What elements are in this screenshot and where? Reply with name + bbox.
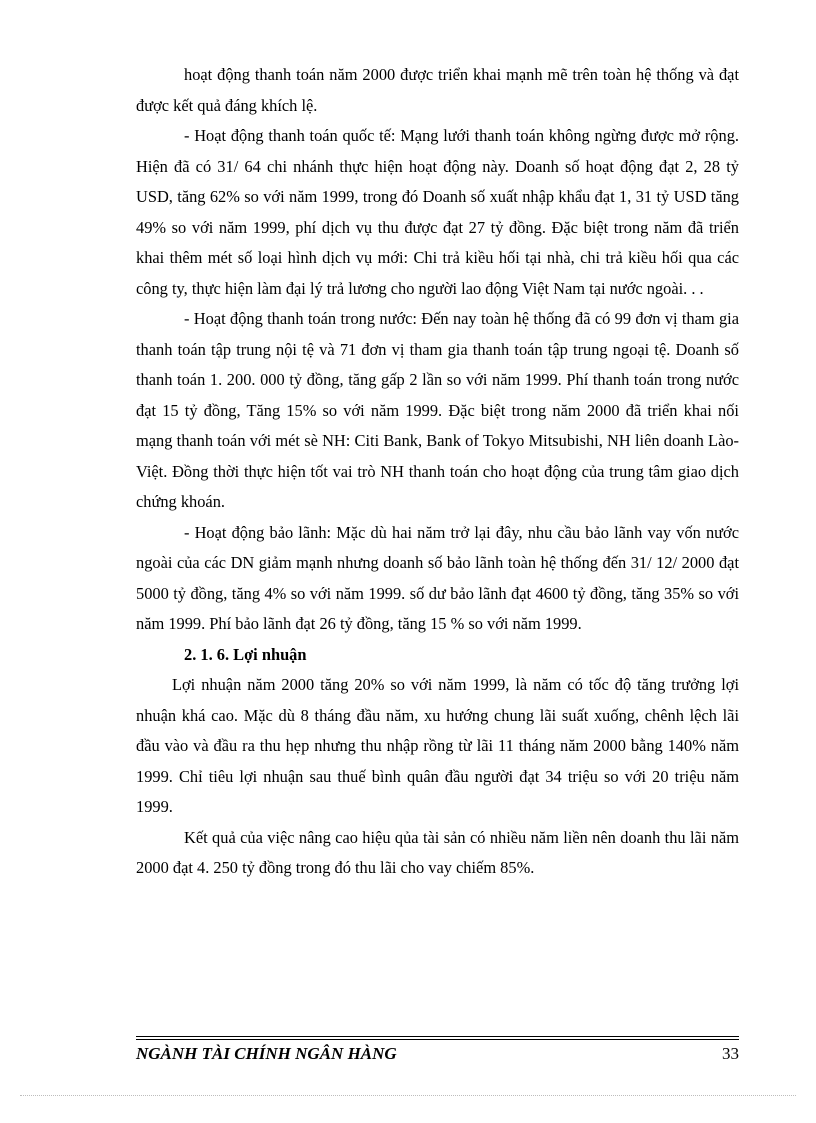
page-break-line (20, 1095, 796, 1096)
paragraph-guarantee: - Hoạt động bảo lãnh: Mặc dù hai năm trở lại đây, nhu cầu bảo lãnh vay vốn nước ngoài của các DN giảm mạnh nhưng doanh số bảo lãnh toàn hệ thống đến 31/ 12/ 2000 đạt 5000 tỷ đồng, tăng 4% so với năm 1999. số dư bảo lãnh đạt 4600 tỷ đồng, tăng 35% so với năm 1999. Phí bảo lãnh đạt 26 tỷ đồng, tăng 15 % so với năm 1999. (136, 522, 739, 633)
section-heading: 2. 1. 6. Lợi nhuận (184, 644, 307, 664)
footer-rule-top (136, 1036, 739, 1037)
page-footer (136, 1044, 739, 1070)
paragraph-profit: Lợi nhuận năm 2000 tăng 20% so với năm 1999, là năm có tốc độ tăng trưởng lợi nhuận khá cao. Mặc dù 8 tháng đầu năm, xu hướng chung lãi suất xuống, chênh lệch lãi đầu vào và đầu ra thu hẹp nhưng thu nhập rồng từ lãi 11 tháng năm 2000 bằng 140% năm 1999. Chỉ tiêu lợi nhuận sau thuế bình quân đầu người đạt 34 triệu so với 20 triệu năm 1999. (136, 675, 739, 816)
paragraph-domestic-payment: - Hoạt động thanh toán trong nước: Đến nay toàn hệ thống đã có 99 đơn vị tham gia thanh toán tập trung nội tệ và 71 đơn vị tham gia thanh toán tập trung ngoại tệ. Doanh số thanh toán 1. 200. 000 tỷ đồng, tăng gấp 2 lần so với năm 1999. Phí thanh toán trong nước đạt 15 tỷ đồng, Tăng 15% so với năm 1999. Đặc biệt trong năm 2000 đã triển khai nối mạng thanh toán với mét sè NH: Citi Bank, Bank of Tokyo Mitsubishi, NH liên doanh Lào- Việt. Đồng thời thực hiện tốt vai trò NH thanh toán cho hoạt động của trung tâm giao dịch chứng khoán. (136, 309, 739, 511)
footer-divider (136, 1036, 739, 1042)
page-body (136, 60, 739, 884)
paragraph-international-payment: - Hoạt động thanh toán quốc tế: Mạng lưới thanh toán không ngừng được mở rộng. Hiện đã có 31/ 64 chi nhánh thực hiện hoạt động này. Doanh số hoạt động đạt 2, 28 tỷ USD, tăng 62% so với năm 1999, trong đó Doanh số xuất nhập khẩu đạt 1, 31 tỷ USD tăng 49% so với năm 1999, phí dịch vụ thu được đạt 27 tỷ đồng. Đặc biệt trong năm đã triển khai thêm mét số loại hình dịch vụ mới: Chi trả kiều hối tại nhà, chi trả kiều hối qua các công ty, thực hiện làm đại lý trả lương cho người lao động Việt Nam tại nước ngoài. . . (136, 126, 739, 298)
paragraph-profit-result: Kết quả của việc nâng cao hiệu qủa tài sản có nhiều năm liền nên doanh thu lãi năm 2000 đạt 4. 250 tỷ đồng trong đó thu lãi cho vay chiếm 85%. (136, 827, 739, 877)
page-number: 33 (722, 1044, 739, 1063)
footer-title: NGÀNH TÀI CHÍNH NGÂN HÀNG (136, 1044, 397, 1063)
footer-rule-bottom (136, 1039, 739, 1040)
paragraph-intro-continued: hoạt động thanh toán năm 2000 được triển khai mạnh mẽ trên toàn hệ thống và đạt được kết quả đáng khích lệ. (136, 65, 739, 115)
